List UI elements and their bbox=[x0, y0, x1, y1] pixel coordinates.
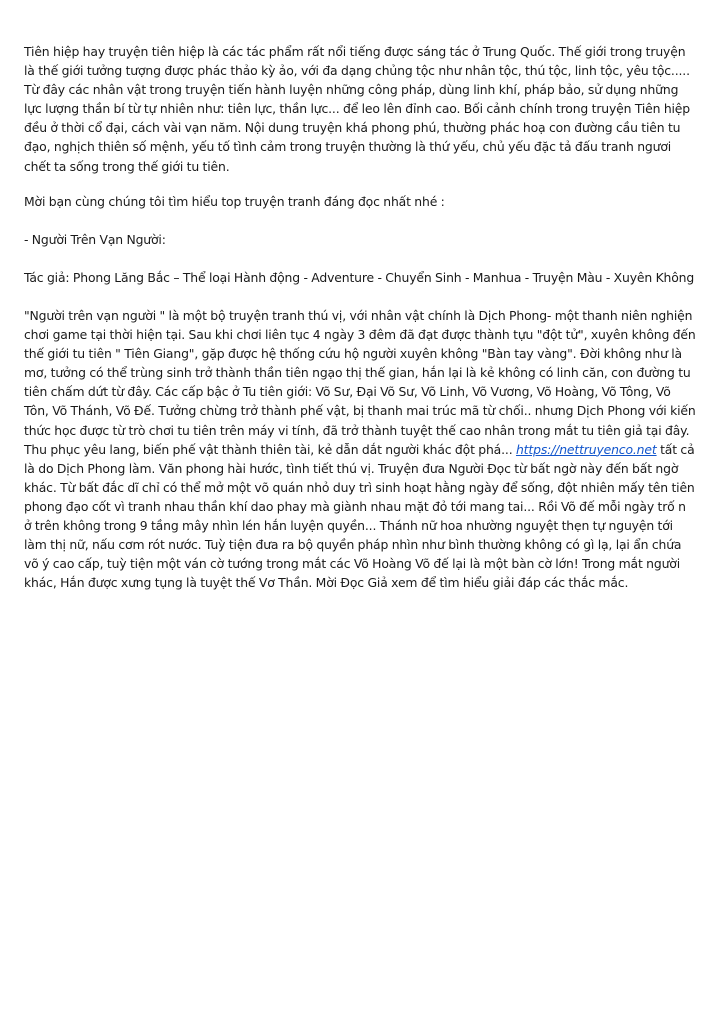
item-heading: - Người Trên Vạn Người: bbox=[24, 231, 166, 247]
item-description bbox=[24, 306, 696, 592]
nettruyen-link[interactable]: https://nettruyenco.net bbox=[515, 441, 657, 457]
intro-paragraph: Tiên hiệp hay truyện tiên hiệp là các tác phẩm rất nổi tiếng được sáng tác ở Trung Quốc. Thế giới trong truyện là thế giới tưởng tượng được phác thảo kỳ ảo, với đa dạng chủng tộc như nhân tộc, thú tộc, linh tộc, yêu tộc..... Từ đây các nhân vật trong truyện tiến hành luyện những công pháp, dùng linh khí, pháp bảo, sử dụng những lực lượng thần bí từ tự nhiên như: tiên lực, thần lực... để leo lên đỉnh cao. Bối cảnh chính trong truyện Tiên hiệp đều ở thời cổ đại, cách vài vạn năm. Nội dung truyện khá phong phú, thường phác hoạ con đường cầu tiên tu đạo, nghịch thiên số mệnh, yếu tố tình cảm trong truyện thường là thứ yếu, chủ yếu đặc tả đấu tranh ngươi chết ta sống trong thế giới tu tiên. bbox=[24, 44, 690, 174]
item-description-part-1: "Người trên vạn người " là một bộ truyện tranh thú vị, với nhân vật chính là Dịch Phong- một thanh niên nghiện chơi game tại thời hiện tại. Sau khi chơi liên tục 4 ngày 3 đêm đã đạt được thành tựu "đột tử", xuyên không đến thế giới tu tiên " Tiên Giang", gặp được hệ thống cứu hộ người xuyên không "Bàn tay vàng". Đời không như là mơ, tưởng có thể trùng sinh trở thành thần tiên ngạo thị thế gian, hắn lại là kẻ không có linh căn, con đường tu tiên chấm dứt từ đây. Các cấp bậc ở Tu tiên giới: Võ Sư, Đại Võ Sư, Võ Linh, Võ Vương, Võ Hoàng, Võ Tông, Võ Tôn, Võ Thánh, Võ Đế. Tưởng chừng trở thành phế vật, bị thanh mai trúc mã từ chối.. nhưng Dịch Phong với kiến thức học được từ trò chơi tu tiên trên máy vi tính, đã trở thành tuyệt thế cao nhân trong mắt tu tiên giả tại đây. Thu phục yêu lang, biến phế vật thành thiên tài, kẻ dẫn dắt người khác đột phá... bbox=[24, 307, 696, 457]
item-meta: Tác giả: Phong Lăng Bắc – Thể loại Hành động - Adventure - Chuyển Sinh - Manhua - Truyện Màu - Xuyên Không bbox=[24, 269, 695, 285]
invite-paragraph: Mời bạn cùng chúng tôi tìm hiểu top truyện tranh đáng đọc nhất nhé : bbox=[24, 193, 445, 209]
item-description-part-2: tất cả là do Dịch Phong làm. Văn phong hài hước, tình tiết thú vị. Truyện đưa Người Đọc từ bất ngờ này đến bất ngờ khác. Từ bất đắc dĩ chỉ có thể mở một võ quán nhỏ duy trì sinh hoạt hằng ngày để sống, đột nhiên mấy tên tiên phong đạo cốt vì tranh nhau thần khí dao phay mà giành nhau mặt đỏ tới mang tai... Rồi Võ đế mỗi ngày trố n ở trên không trong 9 tầng mây nhìn lén hắn luyện quyền... Thánh nữ hoa nhường nguyệt thẹn tự nguyện tới làm thị nữ, nấu cơm rót nước. Tuỳ tiện đưa ra bộ quyền pháp nhìn như bình thường không có gì lạ, lại ẩn chứa võ ý cao cấp, tuỳ tiện một ván cờ tướng trong mắt các Võ Hoàng Võ đế lại là một bàn cờ lớn! Trong mắt người khác, Hắn được xưng tụng là tuyệt thế Vơ Thần. Mời Đọc Giả xem để tìm hiểu giải đáp các thắc mắc. bbox=[24, 441, 695, 591]
document-page bbox=[24, 42, 696, 592]
